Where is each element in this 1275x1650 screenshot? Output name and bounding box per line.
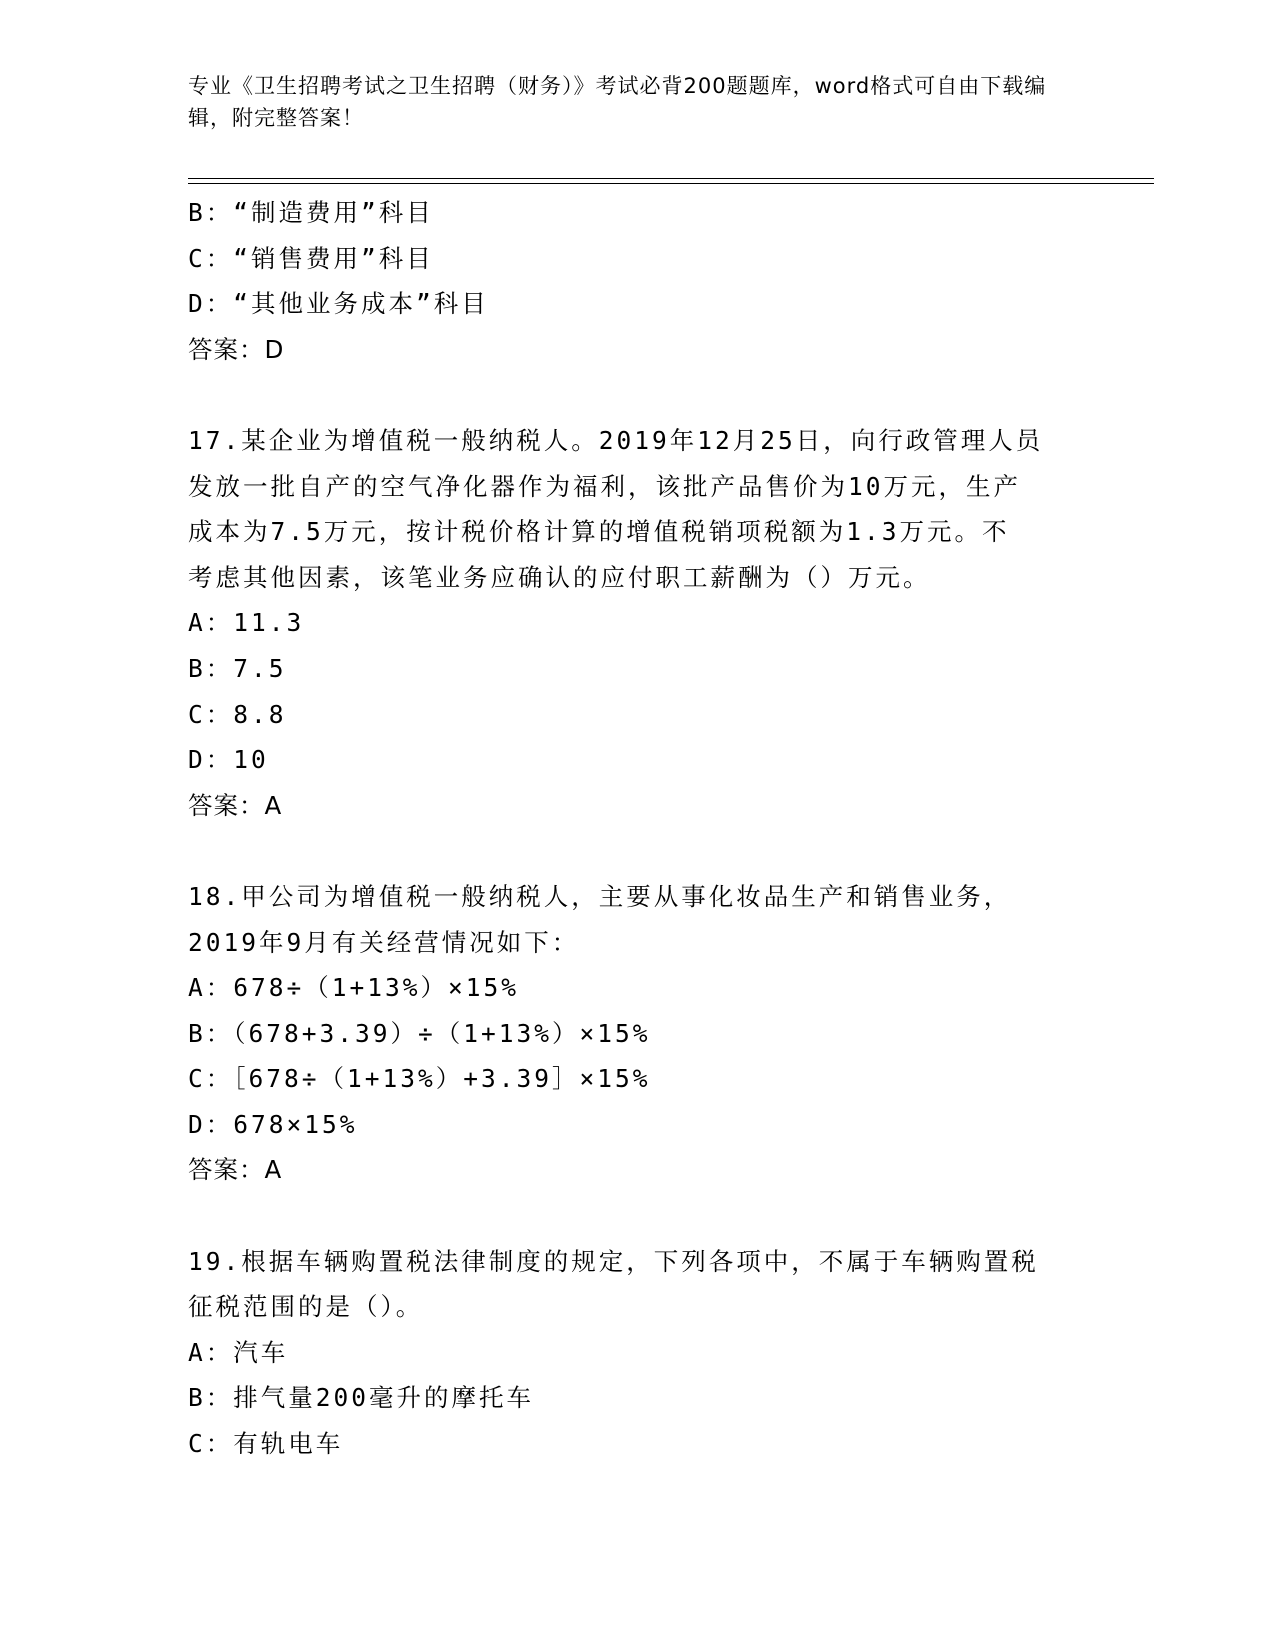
question-spacer [188,828,1088,874]
answer-line: 答案：A [188,790,283,820]
question-17 [188,418,1088,828]
option-a: A：678÷（1+13%）×15% [188,973,520,1003]
question-stem-line: 征税范围的是（）。 [188,1292,424,1322]
question-stem-line: 18.甲公司为增值税一般纳税人，主要从事化妆品生产和销售业务， [188,881,1012,911]
question-stem-line: 发放一批自产的空气净化器作为福利，该批产品售价为10万元，生产 [188,471,1021,501]
option-c: C：8.8 [188,699,287,729]
option-d: D：“其他业务成本”科目 [188,289,489,319]
question-stem-line: 成本为7.5万元，按计税价格计算的增值税销项税额为1.3万元。不 [188,517,1010,547]
question-16-tail [188,190,1088,372]
question-stem-line: 考虑其他因素，该笔业务应确认的应付职工薪酬为（）万元。 [188,562,931,592]
question-stem-line: 19.根据车辆购置税法律制度的规定，下列各项中，不属于车辆购置税 [188,1246,1039,1276]
question-19 [188,1239,1088,1467]
question-spacer [188,372,1088,418]
header-divider-bottom [188,183,1154,184]
question-stem-line: 2019年9月有关经营情况如下： [188,927,580,957]
question-18 [188,874,1088,1193]
document-header [188,70,1068,134]
option-c: C：［678÷（1+13%）+3.39］×15% [188,1064,651,1094]
option-d: D：10 [188,745,269,775]
option-b: B：（678+3.39）÷（1+13%）×15% [188,1018,651,1048]
option-c: C：“销售费用”科目 [188,243,434,273]
option-a: A：11.3 [188,608,305,638]
answer-line: 答案：D [188,334,285,364]
answer-line: 答案：A [188,1155,283,1185]
option-d: D：678×15% [188,1109,358,1139]
option-c: C：有轨电车 [188,1429,344,1459]
option-b: B：排气量200毫升的摩托车 [188,1383,534,1413]
question-spacer [188,1193,1088,1239]
question-content [188,190,1088,1467]
option-b: B：“制造费用”科目 [188,198,434,227]
option-a: A：汽车 [188,1337,289,1367]
question-stem-line: 17.某企业为增值税一般纳税人。2019年12月25日，向行政管理人员 [188,425,1044,455]
header-text: 专业《卫生招聘考试之卫生招聘（财务）》考试必背200题题库，word格式可自由下载编辑，附完整答案！ [188,74,1047,130]
header-divider-top [188,178,1154,179]
option-b: B：7.5 [188,653,287,683]
